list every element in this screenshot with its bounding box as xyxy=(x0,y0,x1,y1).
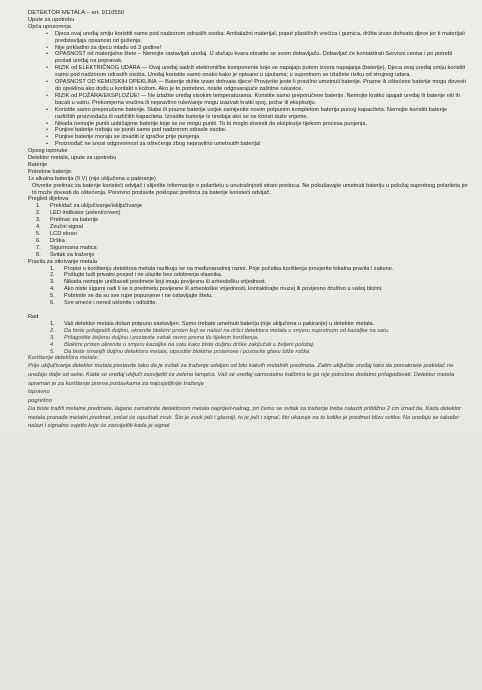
part-item: 5. LCD ekran xyxy=(36,231,77,237)
warning-item: • RIZIK od POŽARA/EKSPLOZIJE! — Ne izlažite uređaj visokim temperaturama. Koristite samo preporučene baterije. Nemojte kratko spajati uređaj ili baterije niti ih bacati u vatru. Prekomjerna vrućina ili nepravilno rukovanje mogu izazvati kratki spoj, požar ili eksploziju. xyxy=(48,93,468,107)
usage-heading: Korištenje detektora metala: xyxy=(28,355,99,362)
warning-item: • Nije prikladno za djecu mlađu od 3 godine! xyxy=(48,45,468,52)
warning-item: • Nikada nemojte puniti uobičajene baterije koje se ne mogu puniti. To bi moglo dovesti do eksplozije tijekom procesa punjenja. xyxy=(48,121,468,128)
part-item: 8. Svitak za traženje xyxy=(36,251,95,258)
part-item: 2. LED indikator (zeleni/crveni) xyxy=(36,210,121,217)
warning-item: • Koristite samo preporučene baterije. Slabe ili prazne baterije uvijek zamijenite novim potpunim kompletom baterija punog kapaciteta. Nemojte koristiti baterije različitih proizvođača ili različitih kapaciteta. Izvadite baterije iz uređaja ako se ne koristi duže vrijeme. xyxy=(48,107,468,121)
usage-text: Prije uključivanja detektor metala postavite tako da je svitak za traženje udaljen od bilo kakvih metalnih predmeta. Zatim uključite uređaj tako da pomaknete prekidač na uređaju dalje od sebe. Kada se uređaj uključi zasvijetlit će zelena lampica. Vaš se uređaj samostalno kalibrira te ga nije potrebno dodatno prilagođavati. Detektor metala spreman je za korištenje prema postavkama za najosjetljivije traženje xyxy=(28,363,455,387)
part-item: 6. Drška xyxy=(36,237,65,244)
operation-item: 2. Da biste prilagodili duljinu, okrenite blokirni prsten koji se nalazi na dršci detektora metala u smjeru suprotnom od kazaljke na satu. xyxy=(50,327,390,334)
part-item: 3. Pretinac za baterije xyxy=(36,217,99,224)
rule-item: 1. Propisi o korištenju detektora metala razlikuju se na međunarodnoj razini. Prije početka korištenja provjerite lokalna pravila i zakone. xyxy=(50,265,394,272)
part-item: 7. Sigurnosna matica xyxy=(36,244,97,251)
warning-item: • Punjive baterije moraju se izvaditi iz igračke prije punjenja xyxy=(48,134,468,141)
rule-item: 3. Nikada nemojte uništavati predmete koji imaju povijesnu ili arheološku vrijednost. xyxy=(50,279,267,286)
package-item: Detektor metala, upute za upotrebu xyxy=(28,155,117,162)
warnings-heading: Opća upozorenja xyxy=(28,23,71,30)
warning-item: • Proizvođač ne snosi odgovornost za oštećenja zbog nepravilno umetnutih baterija! xyxy=(48,141,468,148)
operation-item: 3. Prilagodite željenu duljinu i postavite svitak ravno prema tlu tijekom korištenja. xyxy=(50,334,259,341)
warning-item: • OPASNOST OD KEMIJSKIH OPEKLINA — Baterije držite izvan dohvata djece! Provjerite jeste li pravilno umetnuli baterije. Prazne ili oštećene baterije mogu dovesti do opeklina ako dođu u kontakt s kožom. Ako je to potrebno, nosite odgovarajuće zaštitne rukavice. xyxy=(48,79,468,93)
operation-heading: Rad xyxy=(28,313,39,320)
rule-item: 2. Poštujte tuđi privatni posjed i ne ulazite bez odobrenja vlasnika. xyxy=(50,272,223,279)
usage-correct-label: ispravno xyxy=(28,389,50,396)
final-text: Da biste tražili metalne predmete, lagano zamahnite detektorom metala naprijed-natrag, pri čemu se svitak za traženje treba nalaziti približno 2 cm iznad tla. Kada detektor metala pronađe metalni predmet, počet će ispuštati zvuk. Što je zvuk jači i glasniji, to je jači i signal, što ukazuje na to koliko je predmet blizu svitka. Na uređaju se također nalazi i signalno svjetlo koje će zasvijetliti kada je signal xyxy=(28,406,462,430)
batteries-needed: 1x alkalna baterija (9 V) (nije uključena u pakiranje) xyxy=(28,175,156,182)
operation-item: 4. Blokirni prsten okrenite u smjeru kazaljke na satu kako biste duljinu drške zaključali u željeni položaj. xyxy=(50,341,315,348)
warning-item: • Punjive baterije trebaju se puniti samo pod nadzorom odrasle osobe. xyxy=(48,127,468,134)
operation-item: 1. Vaš detektor metala dolazi potpuno sastavljen. Samo trebate umetnuti bateriju (nije uključena u pakiranje) u detektor metala. xyxy=(50,320,375,327)
warnings-list xyxy=(28,31,468,148)
document-body xyxy=(28,10,468,431)
warning-item: • OPASNOST od materijalne štete – Nemojte rastavljati uređaj. U slučaju kvara obratite se svom dobavljaču. Dobavljač će kontaktirati Servisni centar i po potrebi poslati uređaj na popravak. xyxy=(48,51,468,65)
warning-item: • RIZIK od ELEKTRIČNOG UDARA — Ovaj uređaj sadrži elektroničke komponente koje se napajaju putem izvora napajanja (baterije). Djeca ovaj uređaj smiju koristiti samo pod nadzorom odraslih osoba. Uređaj koristite samo onako kako je opisano u uputama; u suprotnom se izlažete riziku od strujnog udara. xyxy=(48,65,468,79)
rule-item: 4. Ako niste sigurni radi li se o predmetu povijesne ili arheološke vrijednosti, kontaktirajte muzej ili povijesno društvo u vašoj blizini. xyxy=(50,286,383,293)
rules-heading: Pravila za otkrivanje metala xyxy=(28,258,97,265)
document-subtitle: Upute za upotrebu xyxy=(28,16,75,23)
batteries-needed-heading: Potrebne baterije: xyxy=(28,168,73,175)
document-title: DETEKTOR METALA – art. 9110550 xyxy=(28,10,125,16)
package-item: Baterije xyxy=(28,161,48,168)
warning-item: • Djeca ovaj uređaj smiju koristiti samo pod nadzorom odraslih osoba. Ambalažni materijal, poput plastičnih vrećica i gumica, držite izvan dohvata djece jer ti materijali predstavljaju opasnost od gušenja. xyxy=(48,31,468,45)
parts-heading: Pregled dijelova xyxy=(28,196,69,203)
battery-compartment-text: Otvorite pretinac za baterije koristeći odvijač i slijedite informacije o polaritetu u unutrašnjosti strani pretinca. Ne pokušavajte umetnuti bateriju u položaj suprotnog polariteta jer to može dovesti do oštećenja. Ponovno postavite poklopac pretinca za baterije koristeći odvijač. xyxy=(32,182,468,196)
parts-list xyxy=(28,203,468,258)
package-heading: Opseg isporuke xyxy=(28,148,68,155)
usage-wrong-label: pogrešno xyxy=(28,397,52,404)
part-item: 4. Zvučni signal xyxy=(36,224,83,231)
operation-list xyxy=(28,321,468,356)
part-item: 1. Prekidač za uključivanje/isključivanje xyxy=(36,203,142,210)
operation-item: 5. Da biste smanjili duljinu detektora metala, otpustite blokirne prstenove i postavite glavu bliže ručke. xyxy=(50,348,311,355)
rules-list xyxy=(28,266,468,307)
rule-item: 5. Pobrinite se da su sve rupe popunjene i ne ostavljajte štetu. xyxy=(50,293,213,300)
rule-item: 6. Sve smeće i nered uklonite i odložite. xyxy=(50,300,158,307)
